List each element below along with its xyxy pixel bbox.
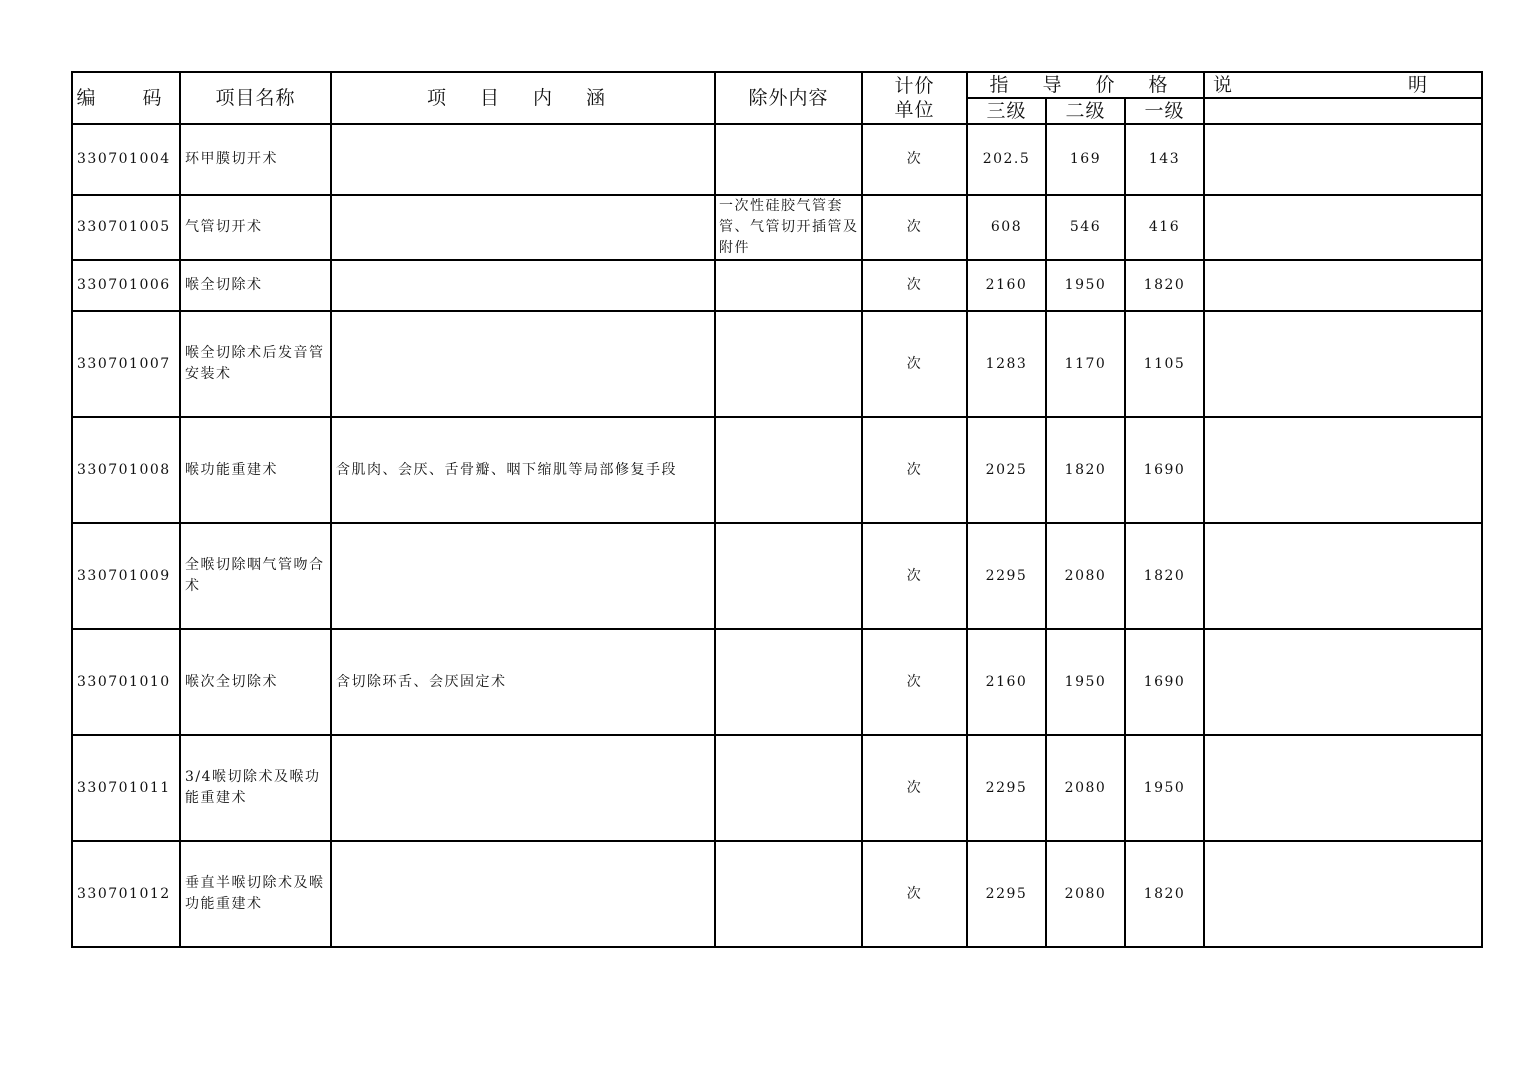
row-name: 环甲膜切开术	[180, 124, 331, 195]
row-price-level1: 1820	[1125, 841, 1204, 947]
header-unit	[862, 72, 967, 124]
row-unit: 次	[862, 260, 967, 311]
header-exclusion: 除外内容	[715, 72, 862, 124]
row-price-level3: 2295	[967, 523, 1046, 629]
row-price-level2: 546	[1046, 195, 1125, 260]
row-price-level1: 1820	[1125, 260, 1204, 311]
row-price-level1: 1950	[1125, 735, 1204, 841]
row-price-level2: 169	[1046, 124, 1125, 195]
header-content: 项 目 内 涵	[331, 72, 715, 124]
row-exclusion	[715, 260, 862, 311]
row-price-level1: 143	[1125, 124, 1204, 195]
row-remark	[1204, 735, 1482, 841]
row-remark	[1204, 629, 1482, 735]
row-content	[331, 260, 715, 311]
row-price-level2: 1170	[1046, 311, 1125, 417]
row-price-level1: 1690	[1125, 417, 1204, 523]
row-code: 330701006	[72, 260, 180, 311]
row-unit: 次	[862, 523, 967, 629]
row-unit: 次	[862, 841, 967, 947]
row-unit: 次	[862, 417, 967, 523]
row-price-level3: 2160	[967, 629, 1046, 735]
row-price-level3: 202.5	[967, 124, 1046, 195]
row-code: 330701004	[72, 124, 180, 195]
table-row	[72, 841, 1482, 947]
row-content	[331, 124, 715, 195]
row-price-level1: 416	[1125, 195, 1204, 260]
row-price-level2: 1950	[1046, 629, 1125, 735]
row-exclusion	[715, 841, 862, 947]
row-code: 330701005	[72, 195, 180, 260]
row-price-level3: 608	[967, 195, 1046, 260]
row-name: 喉全切除术	[180, 260, 331, 311]
row-content	[331, 735, 715, 841]
header-level1: 一级	[1125, 98, 1204, 124]
row-name: 喉功能重建术	[180, 417, 331, 523]
row-content	[331, 523, 715, 629]
row-remark	[1204, 417, 1482, 523]
row-content: 含切除环舌、会厌固定术	[331, 629, 715, 735]
row-exclusion	[715, 629, 862, 735]
row-price-level2: 1820	[1046, 417, 1125, 523]
row-unit: 次	[862, 629, 967, 735]
header-remark-sub	[1204, 98, 1482, 124]
row-name: 垂直半喉切除术及喉功能重建术	[180, 841, 331, 947]
row-remark	[1204, 260, 1482, 311]
row-price-level2: 2080	[1046, 841, 1125, 947]
row-name: 喉次全切除术	[180, 629, 331, 735]
row-price-level3: 2295	[967, 841, 1046, 947]
header-row-top	[72, 72, 1482, 98]
table-row	[72, 195, 1482, 260]
table-row	[72, 311, 1482, 417]
row-exclusion	[715, 735, 862, 841]
price-table	[71, 71, 1483, 948]
row-price-level2: 2080	[1046, 735, 1125, 841]
header-code: 编 码	[72, 72, 180, 124]
row-content	[331, 195, 715, 260]
row-exclusion: 一次性硅胶气管套管、气管切开插管及附件	[715, 195, 862, 260]
row-exclusion	[715, 311, 862, 417]
row-remark	[1204, 311, 1482, 417]
row-price-level3: 2025	[967, 417, 1046, 523]
row-code: 330701007	[72, 311, 180, 417]
row-price-level1: 1820	[1125, 523, 1204, 629]
row-exclusion	[715, 124, 862, 195]
row-remark	[1204, 841, 1482, 947]
row-unit: 次	[862, 311, 967, 417]
header-unit-line2: 单位	[894, 99, 935, 121]
header-remark: 说 明	[1204, 72, 1482, 98]
row-remark	[1204, 124, 1482, 195]
row-exclusion	[715, 523, 862, 629]
row-price-level2: 2080	[1046, 523, 1125, 629]
row-name: 喉全切除术后发音管安装术	[180, 311, 331, 417]
row-code: 330701012	[72, 841, 180, 947]
table-row	[72, 735, 1482, 841]
header-price-group: 指 导 价 格	[967, 72, 1204, 98]
row-price-level3: 2295	[967, 735, 1046, 841]
header-level3: 三级	[967, 98, 1046, 124]
table-row	[72, 629, 1482, 735]
row-name: 3/4喉切除术及喉功能重建术	[180, 735, 331, 841]
row-code: 330701010	[72, 629, 180, 735]
row-unit: 次	[862, 195, 967, 260]
row-name: 全喉切除咽气管吻合术	[180, 523, 331, 629]
row-price-level1: 1105	[1125, 311, 1204, 417]
table-row	[72, 260, 1482, 311]
row-unit: 次	[862, 735, 967, 841]
table-row	[72, 523, 1482, 629]
row-name: 气管切开术	[180, 195, 331, 260]
row-code: 330701011	[72, 735, 180, 841]
table-row	[72, 124, 1482, 195]
header-unit-line1: 计价	[894, 75, 935, 97]
row-unit: 次	[862, 124, 967, 195]
row-price-level3: 1283	[967, 311, 1046, 417]
row-price-level2: 1950	[1046, 260, 1125, 311]
row-price-level3: 2160	[967, 260, 1046, 311]
row-content: 含肌肉、会厌、舌骨瓣、咽下缩肌等局部修复手段	[331, 417, 715, 523]
header-name: 项目名称	[180, 72, 331, 124]
row-price-level1: 1690	[1125, 629, 1204, 735]
row-exclusion	[715, 417, 862, 523]
row-code: 330701009	[72, 523, 180, 629]
header-level2: 二级	[1046, 98, 1125, 124]
table-row	[72, 417, 1482, 523]
row-remark	[1204, 195, 1482, 260]
row-code: 330701008	[72, 417, 180, 523]
row-remark	[1204, 523, 1482, 629]
row-content	[331, 841, 715, 947]
row-content	[331, 311, 715, 417]
